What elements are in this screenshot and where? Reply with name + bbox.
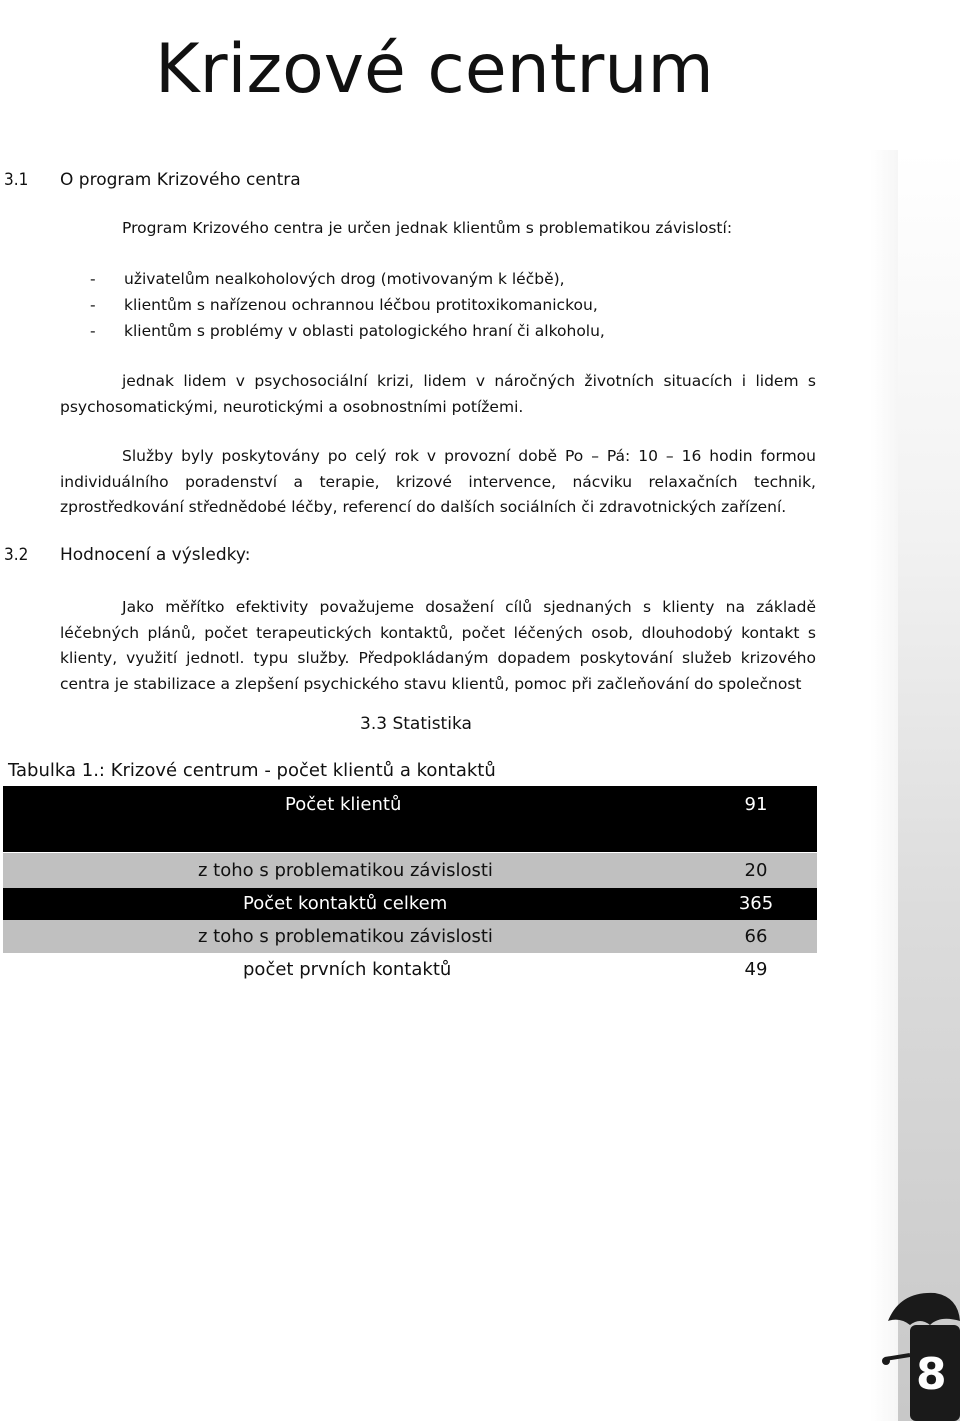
bullet-dash: - (90, 270, 96, 288)
section-number: 3.1 (4, 170, 29, 190)
page-title: Krizové centrum (155, 30, 714, 109)
paragraph (60, 444, 816, 521)
bullet-dash: - (90, 296, 96, 314)
table-row (3, 786, 817, 852)
row-value: 20 (744, 860, 768, 881)
paragraph (60, 595, 816, 697)
page-edge-gradient (898, 150, 960, 1421)
paragraph (60, 369, 816, 420)
section-title: Hodnocení a výsledky: (60, 545, 251, 565)
row-value: 91 (744, 794, 768, 815)
row-label: z toho s problematikou závislosti (198, 926, 493, 947)
page-number-badge (880, 1281, 960, 1421)
paragraph-text: Jako měřítko efektivity považujeme dosažení cílů sjednaných s klienty na základě léčebných plánů, počet terapeutických kontaktů, počet léčených osob, dlouhodobý kontakt s klienty, využití jednotl. typu služby. Předpokládaným dopadem poskytování služeb krizového centra je stabilizace a zlepšení psychického stavu klientů, pomoc při začleňování do společnost (60, 598, 816, 693)
bullet-list (90, 266, 790, 344)
row-label: z toho s problematikou závislosti (198, 860, 493, 881)
list-item-text: klientům s problémy v oblasti patologického hraní či alkoholu, (124, 322, 605, 340)
table-row (3, 953, 817, 989)
stats-table (3, 786, 817, 989)
row-value: 49 (744, 959, 768, 980)
paragraph-text: Služby byly poskytovány po celý rok v provozní době Po – Pá: 10 – 16 hodin formou individuálního poradenství a terapie, krizové intervence, nácviku relaxačních technik, zprostředkování střednědobé léčby, referencí do dalších sociálních či zdravotnických zařízení. (60, 447, 816, 516)
list-item (90, 292, 790, 318)
table-row (3, 920, 817, 953)
row-value: 365 (738, 893, 774, 914)
bullet-dash: - (90, 322, 96, 340)
row-label: Počet klientů (285, 794, 402, 815)
section-intro: Program Krizového centra je určen jednak klientům s problematikou závislostí: (122, 219, 733, 237)
table-row (3, 853, 817, 888)
list-item (90, 266, 790, 292)
table-caption: Tabulka 1.: Krizové centrum - počet klientů a kontaktů (8, 760, 496, 781)
row-value: 66 (744, 926, 768, 947)
section-heading: 3.3 Statistika (360, 714, 472, 734)
page-number: 8 (916, 1349, 947, 1400)
table-row (3, 888, 817, 920)
paragraph-text: jednak lidem v psychosociální krizi, lidem v náročných životních situacích i lidem s psychosomatickými, neurotickými a osobnostními potížemi. (60, 372, 816, 416)
list-item (90, 318, 790, 344)
section-title: O program Krizového centra (60, 170, 301, 190)
section-number: 3.2 (4, 545, 29, 565)
list-item-text: uživatelům nealkoholových drog (motivovaným k léčbě), (124, 270, 565, 288)
row-label: Počet kontaktů celkem (243, 893, 448, 914)
row-label: počet prvních kontaktů (243, 959, 452, 980)
list-item-text: klientům s nařízenou ochrannou léčbou protitoxikomanickou, (124, 296, 598, 314)
